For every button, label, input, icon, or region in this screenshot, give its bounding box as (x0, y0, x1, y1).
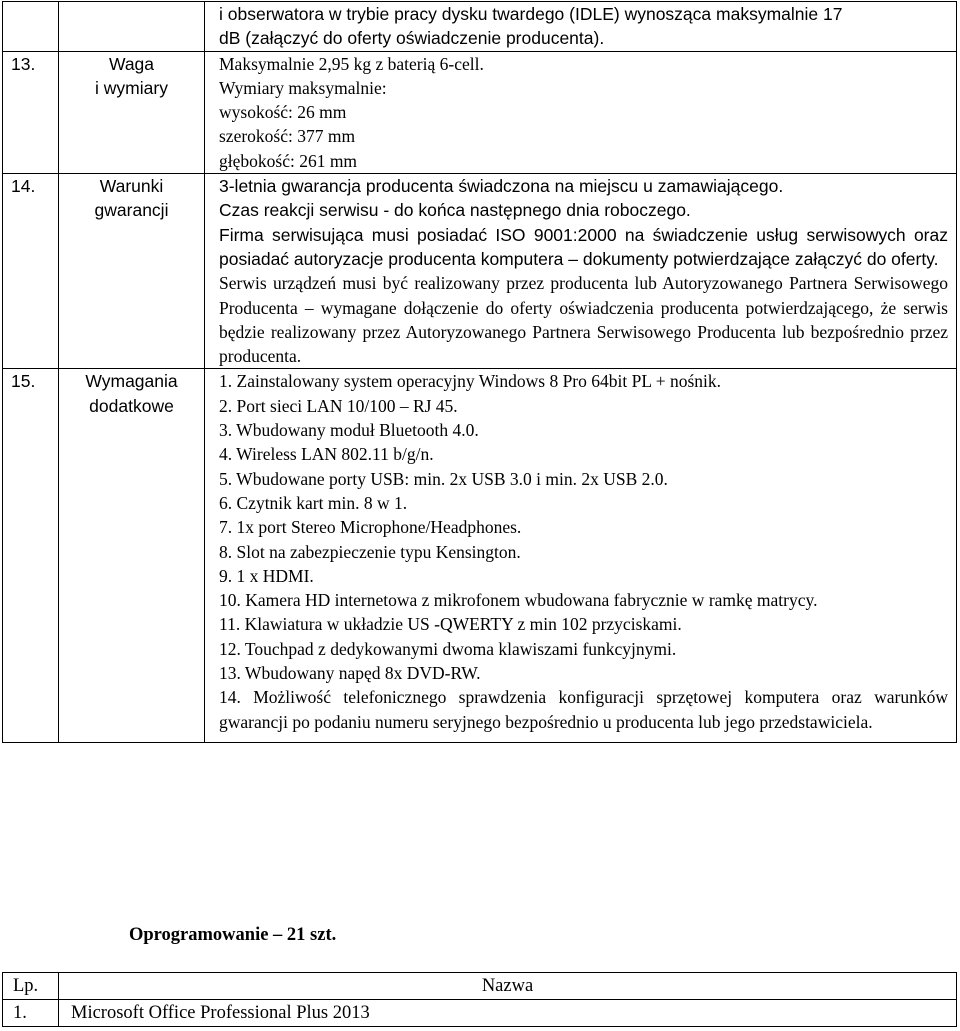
row-name-cell (59, 174, 205, 369)
row-number: 13. (3, 51, 59, 173)
row-name-line: Wymagania (85, 371, 178, 392)
row-name-line: Waga (108, 53, 155, 74)
row-name-cell (59, 51, 205, 173)
lp-column-header: Lp. (3, 973, 59, 1000)
spec-row-13 (3, 51, 957, 173)
software-name: Microsoft Office Professional Plus 2013 (59, 1000, 957, 1027)
description-line: wysokość: 26 mm (219, 102, 347, 123)
requirement-item: 8. Slot na zabezpieczenie typu Kensington. (219, 541, 521, 562)
row-name-line: Warunki (99, 176, 164, 197)
row-name-line: i wymiary (95, 77, 168, 98)
spec-row-continuation (3, 2, 957, 52)
row-name-line: dodatkowe (89, 395, 174, 416)
spec-row-14 (3, 174, 957, 369)
row-name-cell (59, 2, 205, 52)
software-table (2, 972, 957, 1027)
description-paragraph: Firma serwisująca musi posiadać ISO 9001:2000 na świadczenie usług serwisowych oraz posiadać autoryzacje producenta komputera – dokumenty potwierdzające załączyć do oferty. (219, 224, 948, 269)
software-table-row (3, 1000, 957, 1027)
description-line: szerokość: 377 mm (219, 126, 356, 147)
requirement-item: 7. 1x port Stereo Microphone/Headphones. (219, 517, 522, 538)
software-table-header (3, 973, 957, 1000)
spec-row-15 (3, 369, 957, 742)
requirement-item: 1. Zainstalowany system operacyjny Windows 8 Pro 64bit PL + nośnik. (219, 371, 722, 392)
description-line: Maksymalnie 2,95 kg z baterią 6-cell. (219, 53, 484, 74)
row-name-line: gwarancji (94, 200, 169, 221)
row-description-cell (205, 174, 957, 369)
requirement-item: 5. Wbudowane porty USB: min. 2x USB 3.0 i min. 2x USB 2.0. (219, 468, 668, 489)
requirement-item: 2. Port sieci LAN 10/100 – RJ 45. (219, 395, 458, 416)
row-description-cell (205, 369, 957, 742)
description-line: Czas reakcji serwisu - do końca następnego dnia roboczego. (219, 200, 691, 221)
requirement-item: 9. 1 x HDMI. (219, 565, 314, 586)
requirement-item: 4. Wireless LAN 802.11 b/g/n. (219, 444, 434, 465)
description-line: dB (załączyć do oferty oświadczenie producenta). (219, 28, 605, 49)
requirement-item: 10. Kamera HD internetowa z mikrofonem wbudowana fabrycznie w ramkę matrycy. (219, 590, 818, 611)
requirement-item: 12. Touchpad z dedykowanymi dwoma klawiszami funkcyjnymi. (219, 638, 677, 659)
row-name-cell (59, 369, 205, 742)
requirement-item: 13. Wbudowany napęd 8x DVD-RW. (219, 663, 481, 684)
requirement-item: 14. Możliwość telefonicznego sprawdzenia konfiguracji sprzętowej komputera oraz warunków gwarancji po podaniu numeru seryjnego bezpośrednio u producenta lub jego przedstawiciela. (219, 687, 948, 732)
description-line: głębokość: 261 mm (219, 150, 358, 171)
specification-table (2, 1, 957, 743)
description-line: i obserwatora w trybie pracy dysku twardego (IDLE) wynosząca maksymalnie 17 (219, 4, 843, 24)
description-line: 3-letnia gwarancja producenta świadczona na miejscu u zamawiającego. (219, 176, 784, 197)
requirement-item: 11. Klawiatura w układzie US -QWERTY z min 102 przyciskami. (219, 614, 682, 635)
description-line: Wymiary maksymalnie: (219, 77, 387, 98)
row-description-cell (205, 51, 957, 173)
requirement-item: 3. Wbudowany moduł Bluetooth 4.0. (219, 420, 479, 441)
row-number-cell (3, 2, 59, 52)
row-number: 15. (3, 369, 59, 742)
software-section-heading: Oprogramowanie – 21 szt. (129, 925, 337, 945)
software-lp: 1. (3, 1000, 59, 1027)
row-description-cell (205, 2, 957, 52)
description-paragraph: Serwis urządzeń musi być realizowany przez producenta lub Autoryzowanego Partnera Serwisowego Producenta – wymagane dołączenie do oferty oświadczenia producenta potwierdzającego, że serwis będzie realizowany przez Autoryzowanego Partnera Serwisowego Producenta lub bezpośrednio przez producenta. (219, 273, 948, 367)
name-column-header: Nazwa (59, 973, 957, 1000)
row-number: 14. (3, 174, 59, 369)
requirement-item: 6. Czytnik kart min. 8 w 1. (219, 492, 408, 513)
